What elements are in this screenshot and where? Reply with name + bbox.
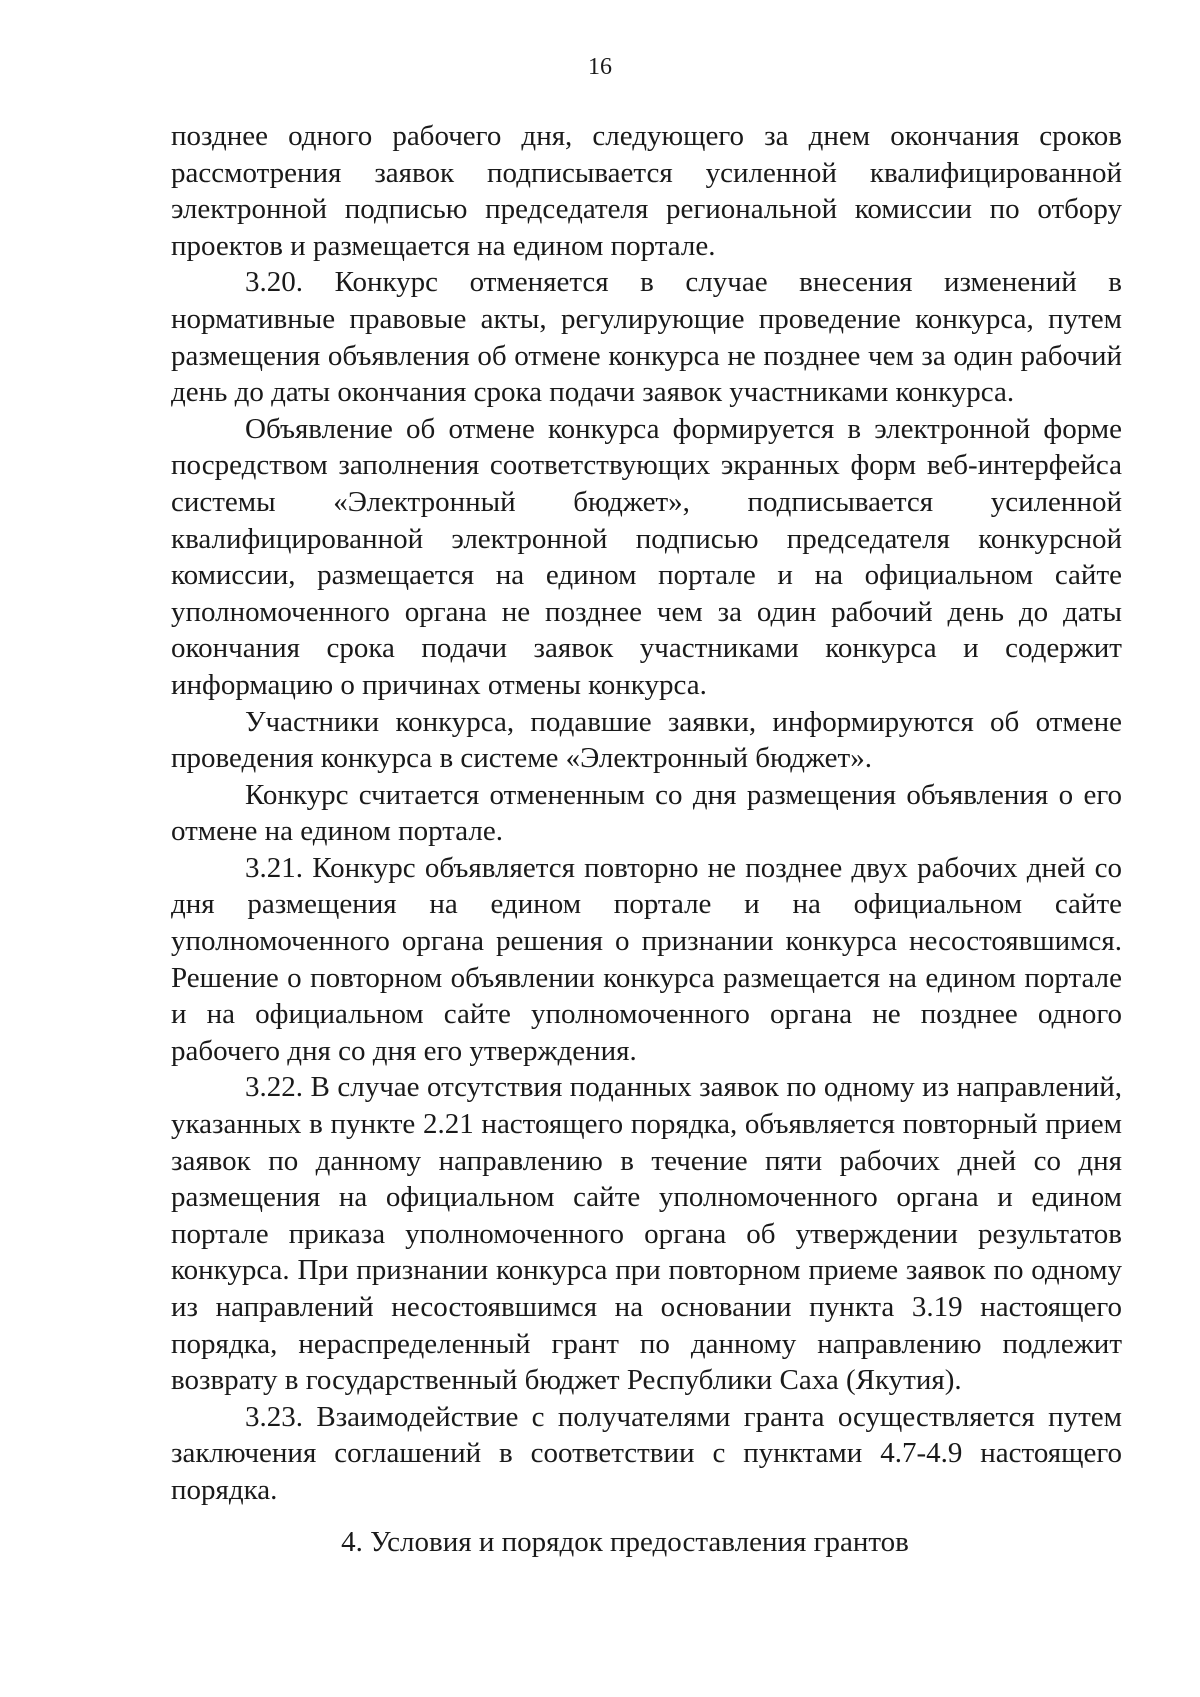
- paragraph-3-21: 3.21. Конкурс объявляется повторно не позднее двух рабочих дней со дня размещения на едином портале и на официальном сайте уполномоченного органа решения о признании конкурса несостоявшимся. Решение о повторном объявлении конкурса размещается на едином портале и на официальном сайте уполномоченного органа не позднее одного рабочего дня со дня его утверждения.: [171, 851, 1122, 1067]
- paragraph-cancellation-notice: Объявление об отмене конкурса формируется в электронной форме посредством заполнения соответствующих экранных форм веб-интерфейса системы «Электронный бюджет», подписывается усиленной квалифицированной электронной подписью председателя конкурсной комиссии, размещается на едином портале и на официальном сайте уполномоченного органа не позднее чем за один рабочий день до даты окончания срока подачи заявок участниками конкурса и содержит информацию о причинах отмены конкурса.: [171, 412, 1122, 701]
- paragraph-participants-informed: Участники конкурса, подавшие заявки, информируются об отмене проведения конкурса в системе «Электронный бюджет».: [171, 705, 1122, 775]
- paragraph-3-20: 3.20. Конкурс отменяется в случае внесения изменений в нормативные правовые акты, регулирующие проведение конкурса, путем размещения объявления об отмене конкурса не позднее чем за один рабочий день до даты окончания срока подачи заявок участниками конкурса.: [171, 266, 1122, 409]
- page-number: 16: [588, 54, 612, 80]
- paragraph-3-23: 3.23. Взаимодействие с получателями гранта осуществляется путем заключения соглашений в соответствии с пунктами 4.7-4.9 настоящего порядка.: [171, 1400, 1122, 1506]
- section-heading: 4. Условия и порядок предоставления грантов: [341, 1526, 909, 1558]
- paragraph-3-22: 3.22. В случае отсутствия поданных заявок по одному из направлений, указанных в пункте 2.21 настоящего порядка, объявляется повторный прием заявок по данному направлению в течение пяти рабочих дней со дня размещения на официальном сайте уполномоченного органа и едином портале приказа уполномоченного органа об утверждении результатов конкурса. При признании конкурса при повторном приеме заявок по одному из направлений несостоявшимся на основании пункта 3.19 настоящего порядка, нераспределенный грант по данному направлению подлежит возврату в государственный бюджет Республики Саха (Якутия).: [171, 1071, 1122, 1397]
- body-text: [171, 118, 1122, 1509]
- paragraph-contest-cancelled: Конкурс считается отмененным со дня размещения объявления о его отмене на едином портале.: [171, 778, 1122, 848]
- paragraph-continuation: позднее одного рабочего дня, следующего за днем окончания сроков рассмотрения заявок подписывается усиленной квалифицированной электронной подписью председателя региональной комиссии по отбору проектов и размещается на едином портале.: [171, 120, 1122, 262]
